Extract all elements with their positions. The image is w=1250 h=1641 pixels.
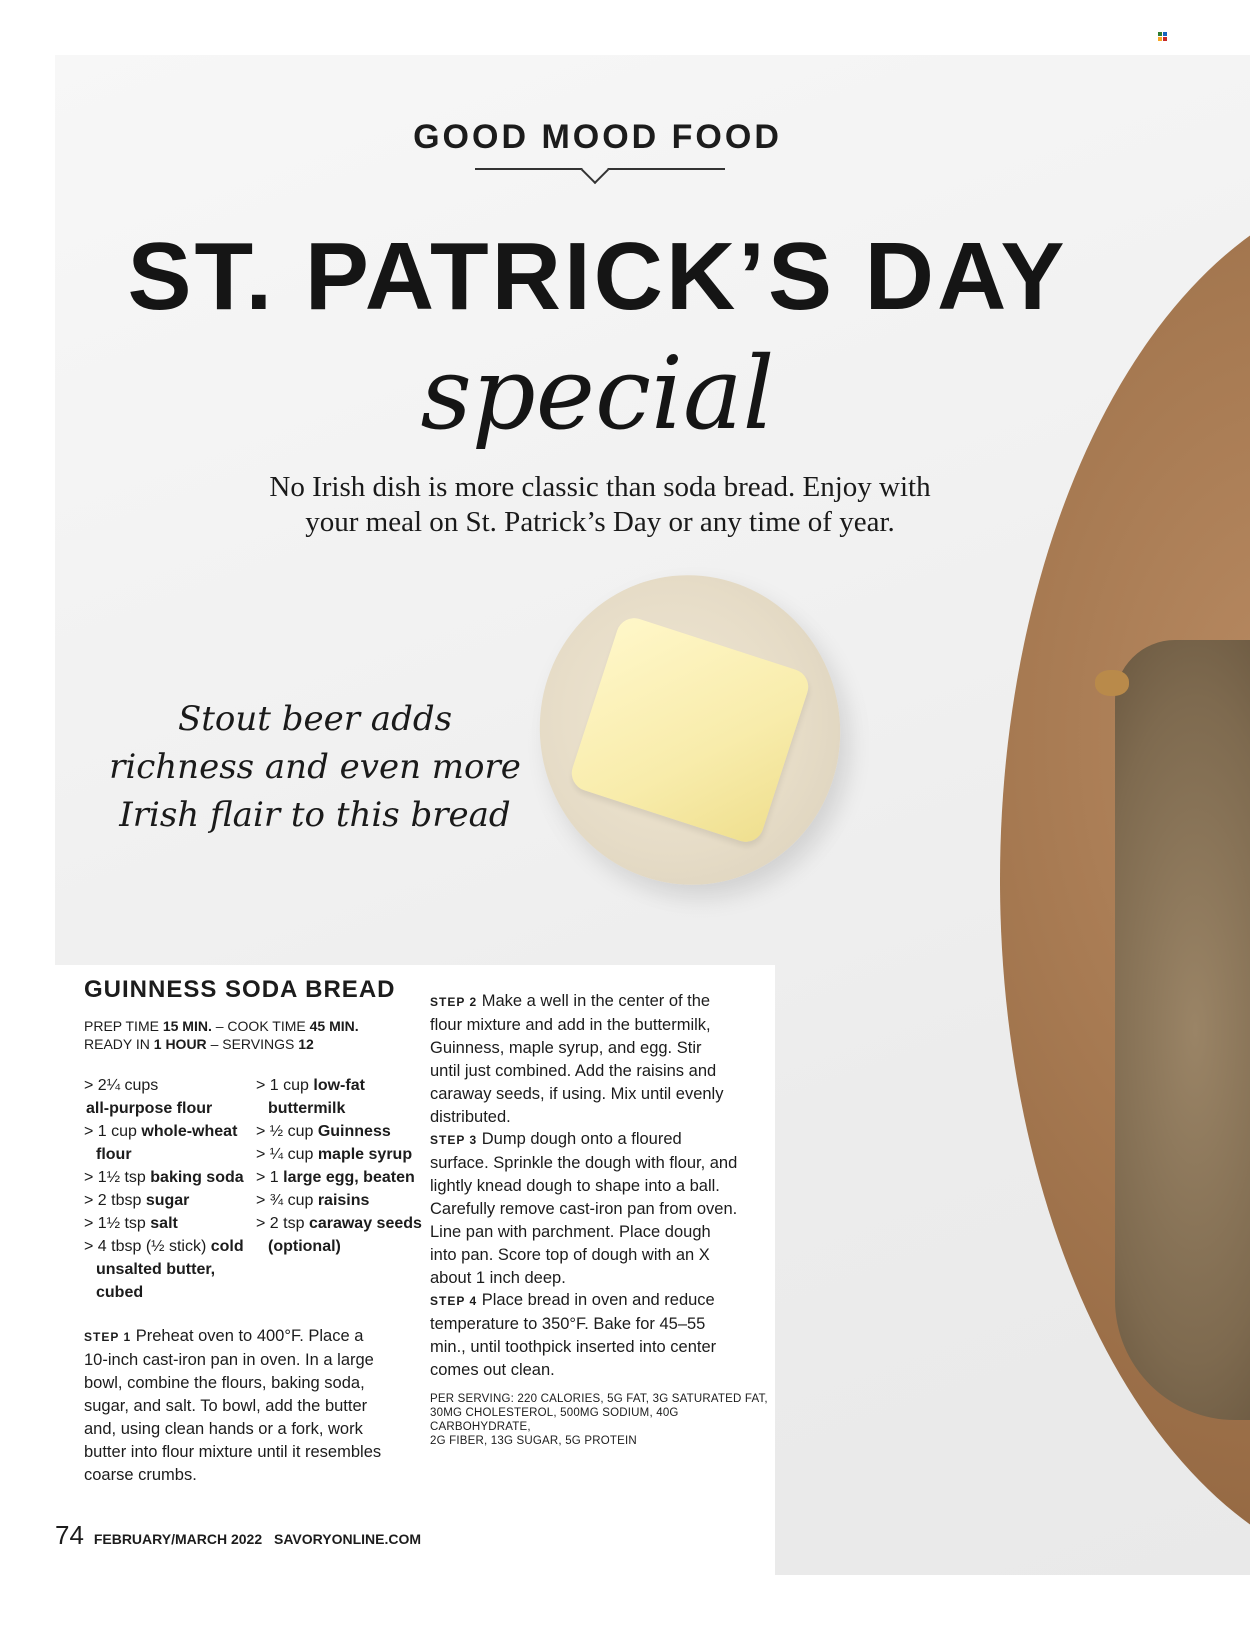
step-label: STEP 1 (84, 1330, 132, 1344)
ready-in-label: READY IN (84, 1036, 150, 1052)
page-title-script: special (420, 335, 775, 452)
cook-time-label: – COOK TIME (215, 1018, 306, 1034)
ingredient-item: cubed (96, 1284, 144, 1301)
ingredient-item: all-purpose flour (86, 1100, 213, 1117)
recipe-title: GUINNESS SODA BREAD (84, 976, 396, 1003)
ingredient-item: > 1½ tsp baking soda (84, 1169, 244, 1186)
ingredient-item: > 2¼ cups (84, 1077, 159, 1094)
page-title: ST. PATRICK’S DAY (127, 223, 1068, 330)
pull-quote-line: richness and even more (109, 747, 521, 787)
recipe-step-1: STEP 1 Preheat oven to 400°F. Place a 10-inch cast-iron pan in oven. In a large bowl, combine the flours, baking soda, sugar, and salt. To bowl, add the butter and, using clean hands or a fork, work butter into flour mixture until it resembles coarse crumbs. (84, 1327, 382, 1484)
ingredient-item: (optional) (268, 1238, 341, 1255)
step-label: STEP 4 (430, 1294, 478, 1308)
ingredient-item: > 4 tbsp (½ stick) cold (84, 1238, 244, 1255)
ingredient-item: > ¾ cup raisins (256, 1192, 370, 1209)
prep-time-label: PREP TIME (84, 1018, 159, 1034)
intro-line: your meal on St. Patrick’s Day or any time of year. (305, 506, 895, 538)
site-link[interactable]: SAVORYONLINE.COM (274, 1531, 422, 1547)
ingredient-item: > 1 cup whole-wheat (84, 1123, 238, 1140)
issue-date: FEBRUARY/MARCH 2022 (93, 1531, 263, 1547)
ingredient-item: > 1 cup low-fat (256, 1077, 365, 1094)
ingredient-item: unsalted butter, (96, 1261, 216, 1278)
sliced-soda-bread (1115, 640, 1250, 1420)
recipe-step-2: STEP 2 Make a well in the center of the flour mixture and add in the buttermilk, Guinness, maple syrup, and egg. Stir until just combined. Add the raisins and caraway seeds, if using. Mix until evenly distributed. (430, 992, 724, 1126)
intro-text (190, 470, 1010, 540)
page-folio (55, 1520, 421, 1551)
recipe-step-4: STEP 4 Place bread in oven and reduce temperature to 350°F. Bake for 45–55 min., until toothpick inserted into center comes out clean. (430, 1291, 717, 1379)
ingredient-item: buttermilk (268, 1100, 346, 1117)
ingredient-item: > 1½ tsp salt (84, 1215, 178, 1232)
cook-time-value: 45 MIN. (309, 1018, 359, 1034)
ingredient-item: flour (96, 1146, 132, 1163)
ingredient-item: > ¼ cup maple syrup (256, 1146, 413, 1163)
prep-time-value: 15 MIN. (162, 1018, 212, 1034)
page-number: 74 (55, 1520, 84, 1550)
nutrition-facts: PER SERVING: 220 CALORIES, 5G FAT, 3G SATURATED FAT, 30MG CHOLESTEROL, 500MG SODIUM, 40G CARBOHYDRATE, 2G FIBER, 13G SUGAR, 5G PROTEIN (430, 1393, 768, 1447)
step-label: STEP 3 (430, 1133, 478, 1147)
intro-line: No Irish dish is more classic than soda bread. Enjoy with (269, 471, 931, 503)
step-label: STEP 2 (430, 995, 478, 1009)
pull-quote-line: Stout beer adds (177, 699, 453, 739)
ready-in-value: 1 HOUR (153, 1036, 207, 1052)
recipe-meta (84, 1017, 359, 1053)
servings-value: 12 (298, 1036, 314, 1052)
ingredient-item: > 2 tsp caraway seeds (256, 1215, 422, 1232)
ingredients-list-right (256, 1074, 422, 1258)
bread-crumb (1095, 670, 1129, 696)
servings-label: – SERVINGS (210, 1036, 295, 1052)
ingredient-item: > ½ cup Guinness (256, 1123, 391, 1140)
pull-quote (95, 695, 535, 839)
ingredients-list-left (84, 1074, 244, 1304)
section-kicker: GOOD MOOD FOOD (413, 118, 782, 156)
pull-quote-line: Irish flair to this bread (119, 795, 511, 835)
recipe-step-3: STEP 3 Dump dough onto a floured surface. Sprinkle the dough with flour, and lightly knead dough to shape into a ball. Carefully remove cast-iron pan from oven. Line pan with parchment. Place dough into pan. Score top of dough with an X about 1 inch deep. (430, 1130, 738, 1287)
ingredient-item: > 1 large egg, beaten (256, 1169, 415, 1186)
corner-mark-icon (1158, 32, 1168, 42)
ingredient-item: > 2 tbsp sugar (84, 1192, 190, 1209)
